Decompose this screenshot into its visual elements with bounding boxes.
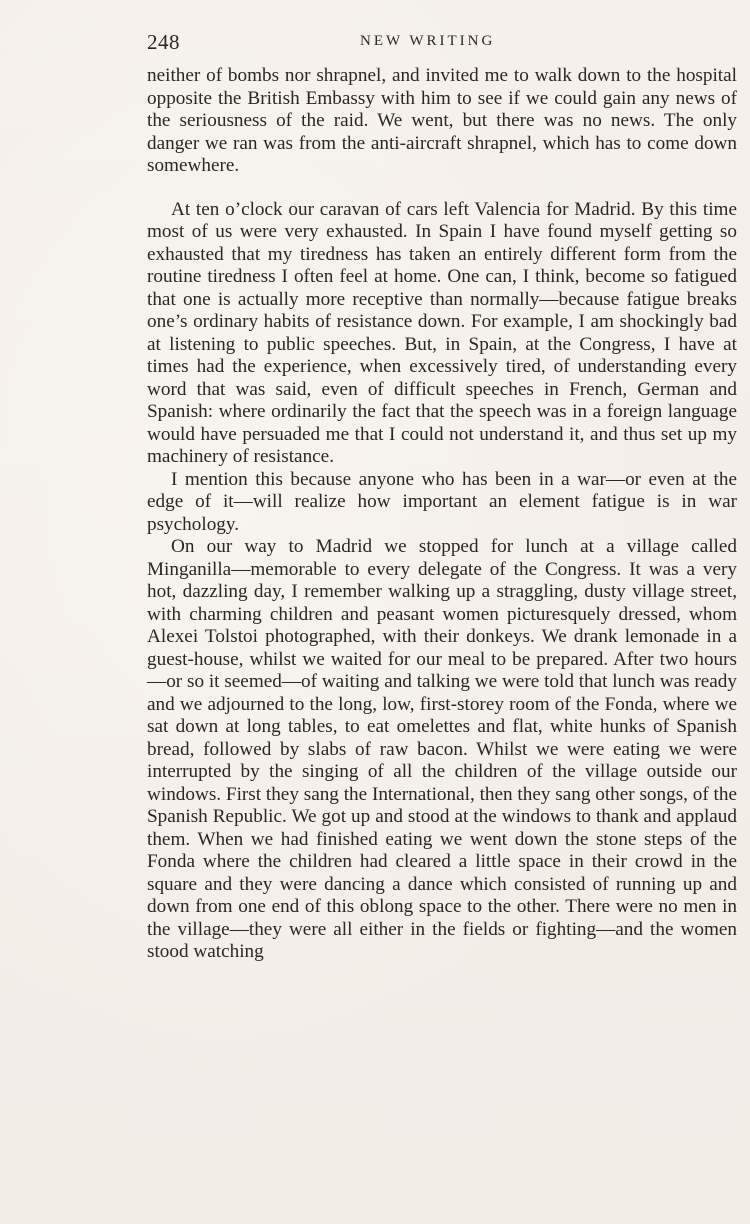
paragraph-valencia-departure: At ten o’clock our caravan of cars left Valencia for Madrid. By this time most of us were very exhausted. In Spain I have found myself getting so exhausted that my tiredness has taken an entirely different form from the routine tiredness I often feel at home. One can, I think, become so fatigued that one is actually more receptive than normally—because fatigue breaks one’s ordinary habits of resistance down. For example, I am shockingly bad at listening to public speeches. But, in Spain, at the Congress, I have at times had the experience, when excessively tired, of understanding every word that was said, even of difficult speeches in French, German and Spanish: where ordinarily the fact that the speech was in a foreign language would have persuaded me that I could not understand it, and thus set up my machinery of resistance.: [147, 198, 737, 467]
paragraph-minganilla: On our way to Madrid we stopped for lunch at a village called Minganilla—memorable to every delegate of the Congress. It was a very hot, dazzling day, I remember walking up a straggling, dusty village street, with charming children and peasant women picturesquely dressed, whom Alexei Tolstoi photographed, with their donkeys. We drank lemonade in a guest-house, whilst we waited for our meal to be prepared. After two hours—or so it seemed—of waiting and talking we were told that lunch was ready and we adjourned to the long, low, first-storey room of the Fonda, where we sat down at long tables, to eat omelettes and flat, white hunks of Spanish bread, followed by slabs of raw bacon. Whilst we were eating we were interrupted by the singing of all the children of the village outside our windows. First they sang the International, then they sang other songs, of the Spanish Republic. We got up and stood at the windows to thank and applaud them. When we had finished eating we went down the stone steps of the Fonda where the children had cleared a little space in their crowd in the square and they were dancing a dance which consisted of running up and down from one end of this oblong space to the other. There were no men in the village—they were all either in the fields or fighting—and the women stood watching: [147, 536, 737, 962]
running-head: NEW WRITING: [360, 33, 496, 49]
page-header: [147, 30, 737, 56]
paragraph-fatigue: I mention this because anyone who has been in a war—or even at the edge of it—will realize how important an element fatigue is in war psychology.: [147, 468, 737, 535]
paragraph-continued: neither of bombs nor shrapnel, and invited me to walk down to the hospital opposite the British Embassy with him to see if we could gain any news of the seriousness of the raid. We went, but there was no news. The only danger we ran was from the anti-aircraft shrapnel, which has to come down somewhere.: [147, 65, 737, 176]
body-text: [147, 65, 737, 964]
page-number: 248: [147, 30, 180, 54]
